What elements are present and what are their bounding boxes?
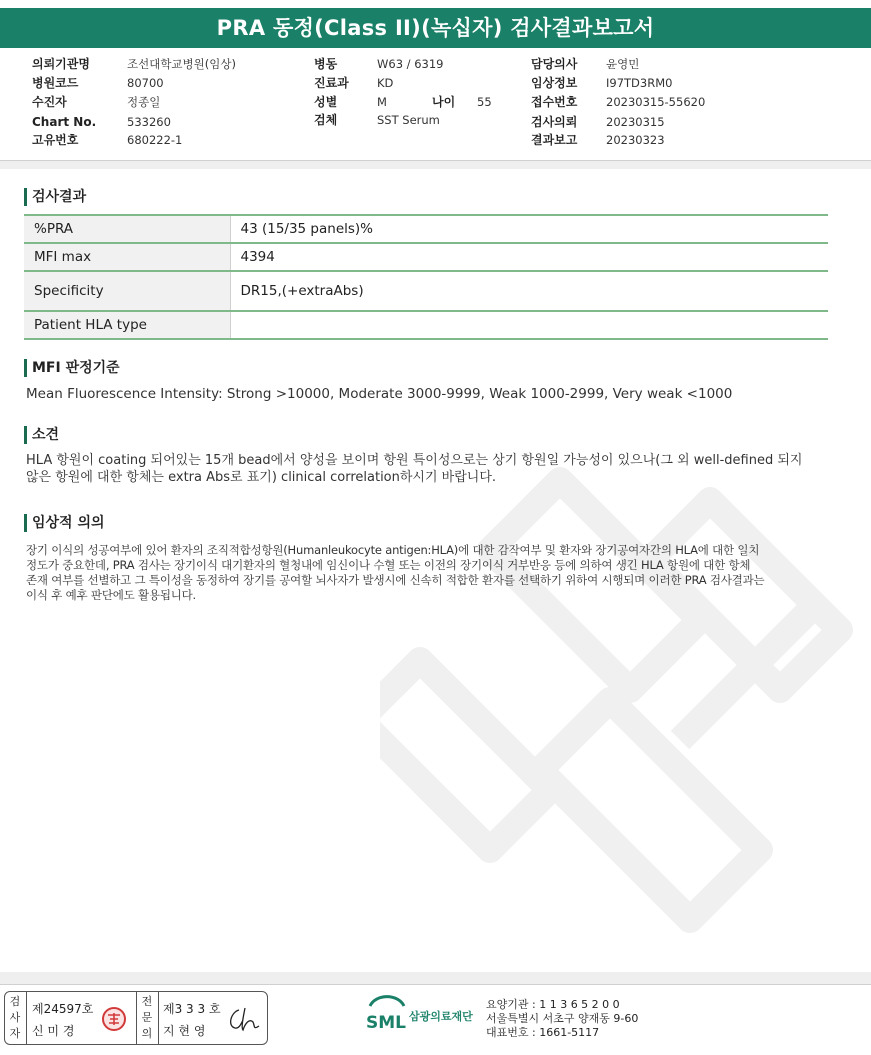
- pra-label: %PRA: [24, 215, 230, 243]
- specialist-license-no: 제3 3 3 호: [163, 1002, 221, 1016]
- clinical-info-label: 임상정보: [531, 76, 578, 90]
- age-value: 55: [477, 95, 492, 109]
- mfi-max-label: MFI max: [24, 243, 230, 271]
- table-row: [24, 271, 828, 311]
- report-title: PRA 동정(Class II)(녹십자) 검사결과보고서: [0, 8, 871, 48]
- findings-text: [26, 452, 836, 486]
- sex-label: 성별: [314, 95, 338, 109]
- result-report-value: 20230323: [606, 133, 665, 147]
- watermark-logo: [380, 440, 871, 960]
- clinical-line: 장기 이식의 성공여부에 있어 환자의 조직적합성항원(Humanleukocyte antigen:HLA)에 대한 감작여부 및 환자와 장기공여자간의 HLA에 대한 일치: [26, 543, 760, 557]
- signature-icon: [225, 1004, 265, 1034]
- ward-label: 병동: [314, 57, 338, 71]
- hla-type-label: Patient HLA type: [24, 311, 230, 339]
- findings-line: HLA 항원이 coating 되어있는 15개 bead에서 양성을 보이며 항원 특이성으로는 상기 항원일 가능성이 있으나(그 외 well-defined 되지: [26, 453, 803, 468]
- clinical-significance-text: [26, 543, 836, 603]
- findings-heading: 소견: [24, 425, 59, 445]
- clinical-info-value: I97TD3RM0: [606, 76, 673, 90]
- specialist-name: 지 현 영: [163, 1024, 206, 1038]
- ward-value: W63 / 6319: [377, 57, 444, 71]
- clinical-line: 정도가 중요한데, PRA 검사는 장기이식 대기환자의 혈청내에 임신이나 수혈 또는 이전의 장기이식 거부반응 등에 의하여 생긴 HLA 항원에 대한 항체: [26, 558, 751, 572]
- mfi-heading: MFI 판정기준: [24, 358, 120, 378]
- patient-info: [0, 55, 871, 155]
- examiner-license-no: 제24597호: [32, 1002, 94, 1016]
- phone-line: 대표번호 : 1661-5117: [486, 1026, 600, 1039]
- institution-label: 의뢰기관명: [32, 57, 90, 71]
- examiner-name: 신 미 경: [32, 1024, 75, 1038]
- institution-number: 요양기관 : 1 1 3 6 5 2 0 0: [486, 998, 620, 1011]
- specialist-label: 전문의: [141, 995, 153, 1040]
- institution-value: 조선대학교병원(임상): [127, 57, 236, 71]
- footer: [0, 972, 871, 1055]
- chart-no-value: 533260: [127, 115, 171, 129]
- sml-logo-icon: [364, 992, 410, 1034]
- org-address: [486, 998, 638, 1040]
- unique-no-value: 680222-1: [127, 133, 183, 147]
- recipient-value: 정종일: [127, 95, 161, 109]
- results-heading: 검사결과: [24, 187, 86, 207]
- signature-box: [4, 991, 268, 1045]
- sex-value: M: [377, 95, 387, 109]
- table-row: [24, 243, 828, 271]
- specificity-value: DR15,(+extraAbs): [230, 271, 828, 311]
- department-value: KD: [377, 76, 394, 90]
- age-label: 나이: [432, 95, 456, 109]
- results-table: [24, 214, 828, 340]
- table-row: [24, 215, 828, 243]
- result-report-label: 결과보고: [531, 133, 578, 147]
- specificity-label: Specificity: [24, 271, 230, 311]
- divider-band: [0, 161, 871, 169]
- chart-no-label: Chart No.: [32, 115, 97, 129]
- unique-no-label: 고유번호: [32, 133, 79, 147]
- clinical-significance-heading: 임상적 의의: [24, 513, 105, 533]
- specimen-value: SST Serum: [377, 113, 440, 127]
- clinical-line: 존재 여부를 선별하고 그 특이성을 동정하여 장기를 공여할 뇌사자가 발생시에 신속히 적합한 환자를 선택하기 위하여 시행되며 이러한 PRA 검사결과는: [26, 573, 765, 587]
- receipt-no-value: 20230315-55620: [606, 95, 706, 109]
- logo-text: SML: [366, 1013, 406, 1033]
- org-name: 삼광의료재단: [409, 1010, 473, 1023]
- findings-line: 않은 항원에 대한 항체는 extra Abs로 표기) clinical correlation하시기 바랍니다.: [26, 470, 497, 485]
- test-request-label: 검사의뢰: [531, 115, 578, 129]
- clinical-line: 이식 후 예후 판단에도 활용됩니다.: [26, 588, 197, 602]
- test-request-value: 20230315: [606, 115, 665, 129]
- specimen-label: 검체: [314, 113, 338, 127]
- doctor-label: 담당의사: [531, 57, 578, 71]
- mfi-max-value: 4394: [230, 243, 828, 271]
- hospital-code-label: 병원코드: [32, 76, 79, 90]
- address-line: 서울특별시 서초구 양재동 9-60: [486, 1012, 639, 1025]
- pra-value: 43 (15/35 panels)%: [230, 215, 828, 243]
- sml-logo: [364, 992, 484, 1042]
- doctor-value: 윤영민: [606, 57, 640, 71]
- seal-stamp-icon: [101, 1006, 127, 1032]
- examiner-label: 검사자: [9, 995, 21, 1040]
- hospital-code-value: 80700: [127, 76, 164, 90]
- receipt-no-label: 접수번호: [531, 95, 578, 109]
- recipient-label: 수진자: [32, 95, 67, 109]
- hla-type-value: [230, 311, 828, 339]
- table-row: [24, 311, 828, 339]
- department-label: 진료과: [314, 76, 349, 90]
- mfi-criteria-text: Mean Fluorescence Intensity: Strong >10000, Moderate 3000-9999, Weak 1000-2999, Very weak <1000: [26, 386, 733, 402]
